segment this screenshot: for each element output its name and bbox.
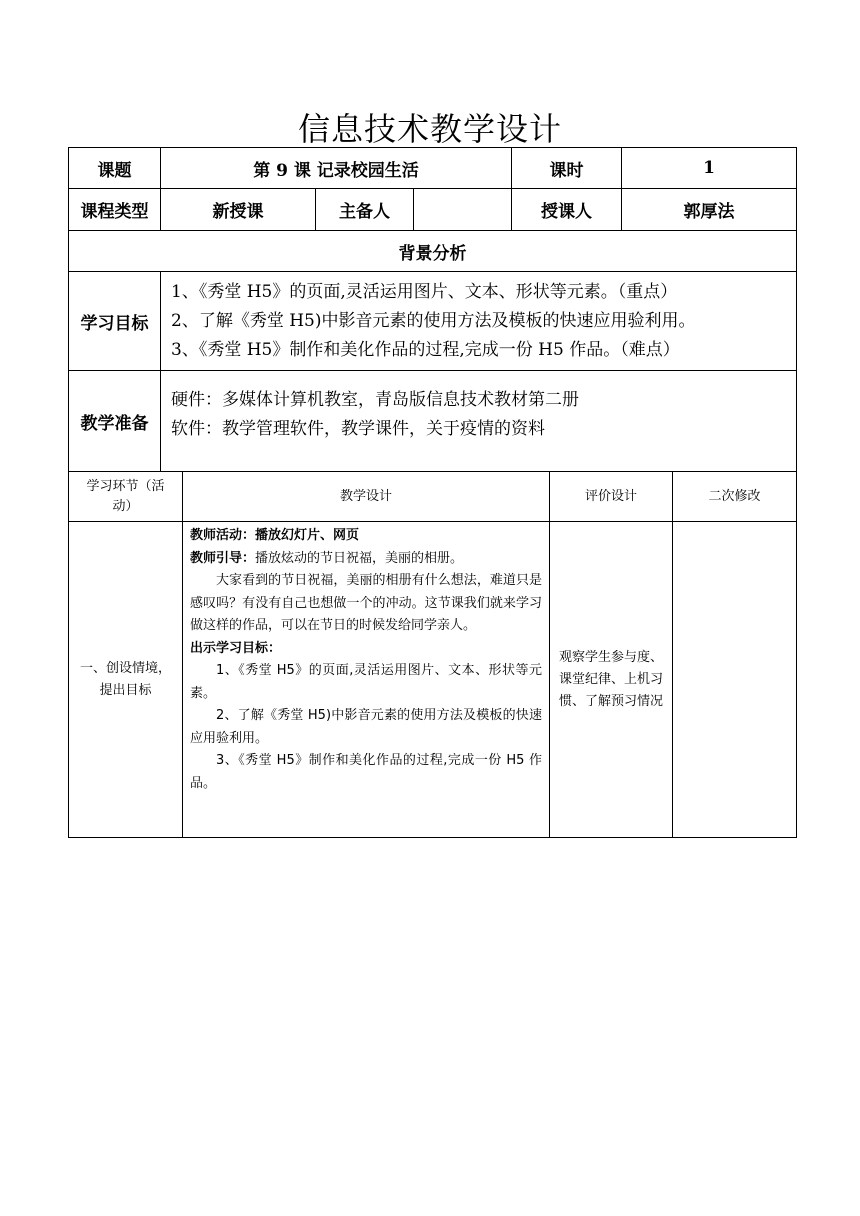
teacher-label: 授课人 [512, 189, 622, 231]
planner-value [414, 189, 512, 231]
header-revision: 二次修改 [673, 472, 797, 522]
goal-item: 3、《秀堂 H5》制作和美化作品的过程,完成一份 H5 作品。（难点） [171, 339, 680, 360]
header-evaluation: 评价设计 [550, 472, 673, 522]
evaluation-design: 观察学生参与度、课堂纪律、上机习惯、了解预习情况 [550, 522, 673, 838]
prep-item: 软件：教学管理软件，教学课件，关于疫情的资料 [171, 419, 545, 439]
stage-name: 一、创设情境，提出目标 [69, 522, 183, 838]
period-value: 1 [622, 148, 797, 189]
teacher-value: 郭厚法 [622, 189, 797, 231]
prep-item: 硬件：多媒体计算机教室，青岛版信息技术教材第二册 [171, 390, 579, 410]
intro-paragraph: 大家看到的节日祝福，美丽的相册有什么想法，难道只是感叹吗？有没有自己也想做一个的冲动。这节课我们就来学习做这样的作品，可以在节日的时候发给同学亲人。 [190, 573, 542, 633]
teaching-prep-label: 教学准备 [69, 371, 161, 472]
planner-label: 主备人 [316, 189, 414, 231]
show-goals-label: 出示学习目标： [190, 640, 282, 656]
header-design: 教学设计 [183, 472, 550, 522]
teacher-guide-label: 教师引导： [190, 550, 256, 566]
topic-value: 第 9 课 记录校园生活 [161, 148, 512, 189]
teaching-process-table [68, 471, 797, 838]
period-label: 课时 [512, 148, 622, 189]
header-stage: 学习环节（活动） [69, 472, 183, 522]
design-goal-item: 3、《秀堂 H5》制作和美化作品的过程,完成一份 H5 作品。 [190, 753, 542, 791]
topic-label: 课题 [69, 148, 161, 189]
page-title: 信息技术教学设计 [297, 110, 562, 148]
teaching-prep-list [161, 371, 797, 472]
learning-goals-list [161, 272, 797, 371]
design-goal-item: 1、《秀堂 H5》的页面,灵活运用图片、文本、形状等元素。 [190, 663, 542, 701]
course-type-value: 新授课 [161, 189, 316, 231]
revision-cell [673, 522, 797, 838]
learning-goals-label: 学习目标 [69, 272, 161, 371]
teacher-activity: 教师活动：播放幻灯片、网页 [190, 528, 360, 543]
teacher-guide-text: 播放炫动的节日祝福，美丽的相册。 [255, 550, 464, 566]
teaching-design-content [183, 522, 550, 838]
background-analysis-heading: 背景分析 [69, 231, 797, 272]
teacher-guide [190, 548, 542, 571]
design-goal-item: 2、了解《秀堂 H5)中影音元素的使用方法及模板的快速应用验利用。 [190, 708, 542, 746]
course-type-label: 课程类型 [69, 189, 161, 231]
goal-item: 2、了解《秀堂 H5)中影音元素的使用方法及模板的快速应用验利用。 [171, 310, 696, 331]
goal-item: 1、《秀堂 H5》的页面,灵活运用图片、文本、形状等元素。（重点） [171, 281, 678, 302]
lesson-info-table [68, 147, 797, 472]
